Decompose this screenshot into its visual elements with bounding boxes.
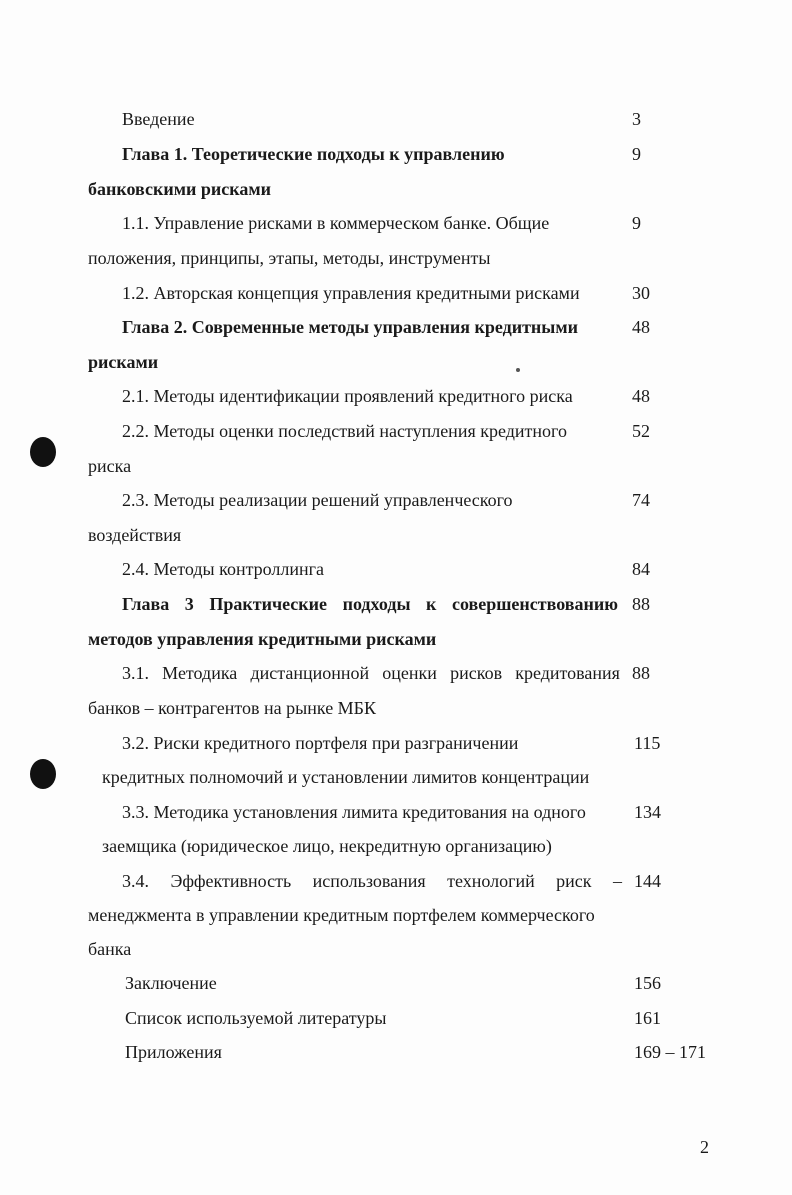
toc-page-number: 52 (632, 421, 650, 441)
toc-page-number: 9 (632, 144, 641, 164)
toc-page-number: 3 (632, 109, 641, 129)
word: Глава (122, 594, 170, 614)
toc-page-number: 156 (634, 973, 661, 993)
page-number: 2 (700, 1137, 709, 1157)
toc-section-2-3-line-2[interactable]: воздействия (88, 525, 182, 545)
toc-chapter-2-line-2[interactable]: рисками (88, 352, 159, 372)
word: – (612, 871, 622, 891)
word: кредитования (515, 663, 620, 683)
toc-section-2-3-line-1[interactable]: 2.3. Методы реализации решений управленческого (122, 490, 513, 510)
toc-chapter-1-line-1[interactable]: Глава 1. Теоретические подходы к управлению (122, 144, 505, 164)
toc-entry-intro[interactable] (122, 107, 195, 131)
toc-section-3-1-line-1[interactable] (122, 661, 620, 685)
word: оценки (382, 663, 437, 683)
toc-chapter-1-line-2[interactable]: банковскими рисками (88, 179, 271, 199)
toc-page-number: 134 (634, 802, 661, 822)
toc-section-1-1-line-1[interactable]: 1.1. Управление рисками в коммерческом банке. Общие (122, 213, 550, 233)
toc-section-2-1[interactable]: 2.1. Методы идентификации проявлений кредитного риска (122, 386, 573, 406)
toc-page-number: 9 (632, 213, 641, 233)
toc-entry-title: Введение (122, 109, 195, 129)
word: 3.1. (122, 663, 149, 683)
word: 3 (184, 594, 194, 614)
toc-page-number: 84 (632, 559, 650, 579)
toc-section-2-2-line-1[interactable]: 2.2. Методы оценки последствий наступления кредитного (122, 421, 567, 441)
toc-chapter-3-line-1[interactable] (122, 592, 618, 616)
word: использования (312, 871, 426, 891)
toc-page-number: 115 (634, 733, 661, 753)
toc-section-3-2-line-1[interactable]: 3.2. Риски кредитного портфеля при разграничении (122, 733, 519, 753)
toc-chapter-3-line-2[interactable]: методов управления кредитными рисками (88, 629, 437, 649)
toc-section-3-4-line-1[interactable] (122, 869, 622, 893)
word: 3.4. (122, 871, 149, 891)
toc-section-3-1-line-2[interactable]: банков – контрагентов на рынке МБК (88, 698, 377, 718)
toc-page-number: 161 (634, 1008, 661, 1028)
word: к (426, 594, 437, 614)
word: технологий (447, 871, 535, 891)
toc-section-2-4[interactable]: 2.4. Методы контроллинга (122, 559, 325, 579)
word: рисков (450, 663, 503, 683)
toc-page-number: 144 (634, 871, 661, 891)
toc-entry-conclusion[interactable]: Заключение (125, 973, 217, 993)
toc-page-number: 74 (632, 490, 650, 510)
toc-section-3-2-line-2[interactable]: кредитных полномочий и установлении лимитов концентрации (102, 767, 590, 787)
toc-entry-appendices[interactable]: Приложения (125, 1042, 222, 1062)
toc-section-3-3-line-1[interactable]: 3.3. Методика установления лимита кредитования на одного (122, 802, 586, 822)
toc-page-number: 169 – 171 (634, 1042, 706, 1062)
toc-page-number: 88 (632, 594, 650, 614)
toc-section-3-3-line-2[interactable]: заемщика (юридическое лицо, некредитную организацию) (102, 836, 552, 856)
toc-page-number: 48 (632, 386, 650, 406)
toc-section-2-2-line-2[interactable]: риска (88, 456, 132, 476)
word: Практические (209, 594, 328, 614)
word: риск (556, 871, 592, 891)
toc-page-number: 30 (632, 283, 650, 303)
toc-section-1-2[interactable]: 1.2. Авторская концепция управления кредитными рисками (122, 283, 580, 303)
toc-section-1-1-line-2[interactable]: положения, принципы, этапы, методы, инструменты (88, 248, 491, 268)
toc-entry-references[interactable]: Список используемой литературы (125, 1008, 387, 1028)
toc-page-number: 48 (632, 317, 650, 337)
toc-section-3-4-line-3[interactable]: банка (88, 939, 132, 959)
toc-chapter-2-line-1[interactable]: Глава 2. Современные методы управления кредитными (122, 317, 578, 337)
word: подходы (342, 594, 411, 614)
word: дистанционной (250, 663, 370, 683)
word: совершенствованию (451, 594, 618, 614)
toc-page-number: 88 (632, 663, 650, 683)
word: Методика (162, 663, 238, 683)
toc-section-3-4-line-2[interactable]: менеджмента в управлении кредитным портфелем коммерческого (88, 905, 595, 925)
word: Эффективность (170, 871, 292, 891)
